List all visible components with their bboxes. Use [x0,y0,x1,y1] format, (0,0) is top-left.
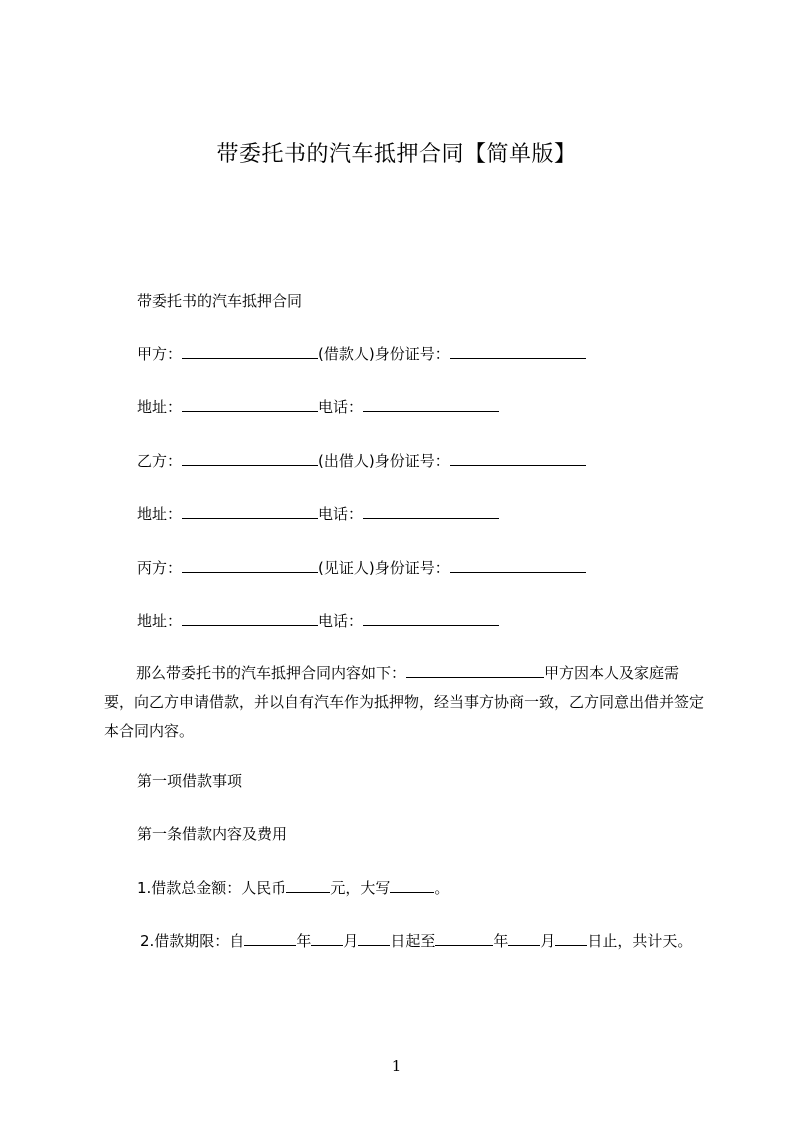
loan-amount-end: 。 [434,879,450,897]
party-a-line [137,343,586,365]
loan-term-paragraph [104,927,704,956]
party-a-role-label: (借款人)身份证号： [318,345,450,363]
party-b-role-label: (出借人)身份证号： [318,452,450,470]
party-c-address-label: 地址： [137,612,183,630]
party-c-line [137,557,586,579]
start-year-blank[interactable] [244,931,296,946]
end-month-blank[interactable] [508,931,540,946]
section-heading: 第一项借款事项 [137,772,243,790]
loan-amount-figure-blank[interactable] [286,878,330,893]
contract-subtitle: 带委托书的汽车抵押合同 [137,292,303,310]
party-b-address-line [137,503,499,525]
party-c-phone-blank[interactable] [363,611,499,626]
party-a-address-blank[interactable] [182,397,318,412]
party-b-id-blank[interactable] [450,451,586,466]
loan-amount-label: 1.借款总金额：人民币 [137,879,287,897]
intro-rest: 甲方因本人及家庭需要，向乙方申请借款，并以自有汽车作为抵押物，经当事方协商一致，乙方同意出借并签定本合同内容。 [104,664,705,740]
party-b-name-blank[interactable] [182,451,318,466]
loan-amount-words-label: 元，大写 [330,879,391,897]
party-c-address-blank[interactable] [182,611,318,626]
loan-amount-words-blank[interactable] [390,878,434,893]
party-b-phone-label: 电话： [318,505,364,523]
page-number: 1 [391,1057,402,1075]
party-c-name-blank[interactable] [182,558,318,573]
party-a-id-blank[interactable] [450,344,586,359]
document-title: 带委托书的汽车抵押合同【简单版】 [216,142,577,167]
start-month-unit: 月 [343,932,359,950]
party-a-name-blank[interactable] [182,344,318,359]
party-a-phone-blank[interactable] [363,397,499,412]
party-a-phone-label: 电话： [318,398,364,416]
party-c-id-blank[interactable] [450,558,586,573]
party-a-address-line [137,396,499,418]
start-day-blank[interactable] [358,931,390,946]
intro-lead: 那么带委托书的汽车抵押合同内容如下： [136,664,407,682]
party-c-role-label: (见证人)身份证号： [318,559,450,577]
start-day-unit: 日起至 [390,932,436,950]
party-b-address-label: 地址： [137,505,183,523]
end-month-unit: 月 [540,932,556,950]
intro-blank[interactable] [406,663,544,678]
end-year-blank[interactable] [435,931,493,946]
party-b-phone-blank[interactable] [363,504,499,519]
party-c-label: 丙方： [137,559,183,577]
party-b-address-blank[interactable] [182,504,318,519]
start-month-blank[interactable] [311,931,343,946]
party-b-label: 乙方： [137,452,183,470]
loan-amount-line [137,877,449,899]
party-b-line [137,450,586,472]
party-c-phone-label: 电话： [318,612,364,630]
intro-paragraph [104,659,704,746]
party-a-address-label: 地址： [137,398,183,416]
end-year-unit: 年 [493,932,509,950]
loan-term-label: 2.借款期限：自 [140,932,245,950]
party-c-address-line [137,610,499,632]
loan-term-end: 日止，共计天。 [587,932,693,950]
party-a-label: 甲方： [137,345,183,363]
start-year-unit: 年 [296,932,312,950]
article-heading: 第一条借款内容及费用 [137,825,288,843]
end-day-blank[interactable] [555,931,587,946]
